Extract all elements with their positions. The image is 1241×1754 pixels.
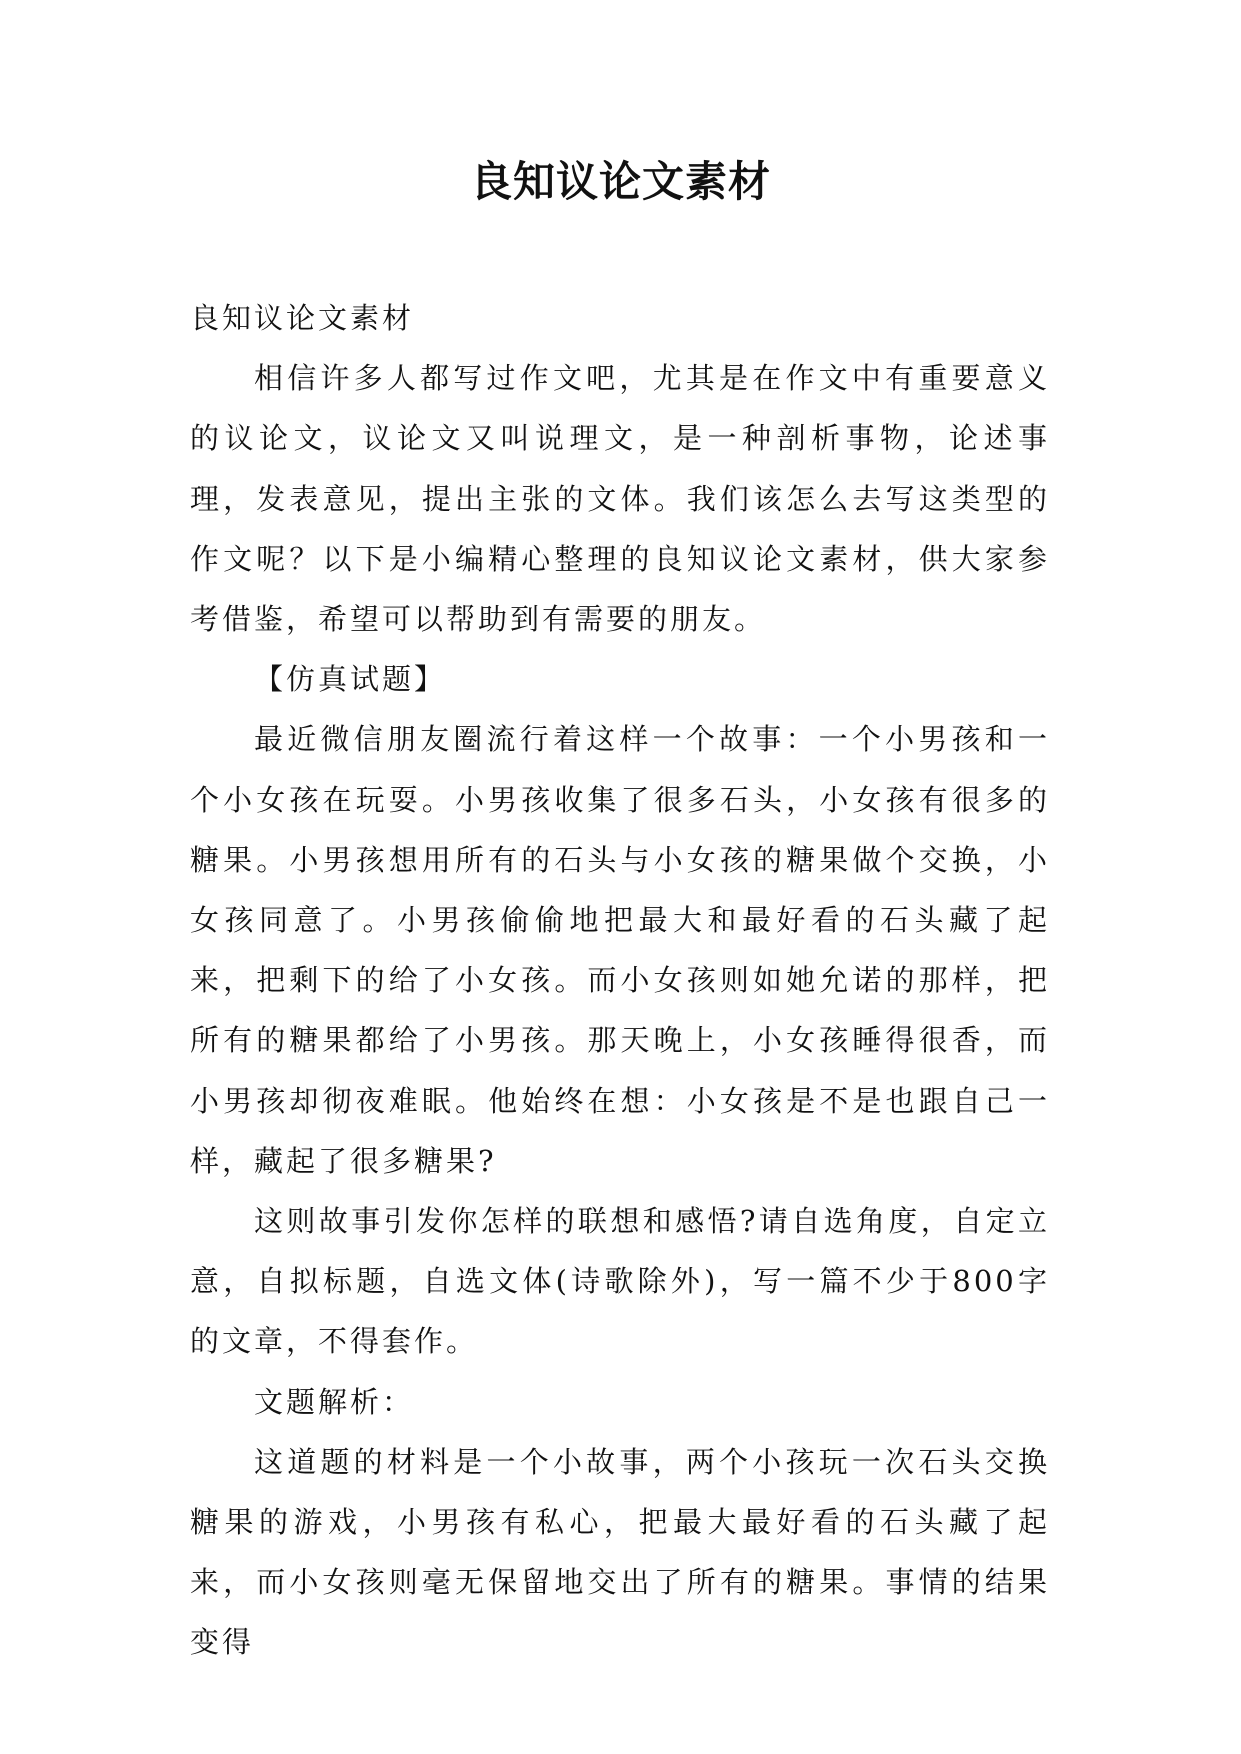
paragraph-analysis-heading: 文题解析：	[254, 1384, 415, 1419]
paragraph-story: 最近微信朋友圈流行着这样一个故事：一个小男孩和一个小女孩在玩耍。小男孩收集了很多石头，小女孩有很多的糖果。小男孩想用所有的石头与小女孩的糖果做个交换，小女孩同意了。小男孩偷偷地把最大和最好看的石头藏了起来，把剩下的给了小女孩。而小女孩则如她允诺的那样，把所有的糖果都给了小男孩。那天晚上，小女孩睡得很香，而小男孩却彻夜难眠。他始终在想：小女孩是不是也跟自己一样，藏起了很多糖果?	[190, 722, 1050, 1178]
paragraph-analysis: 这道题的材料是一个小故事，两个小孩玩一次石头交换糖果的游戏，小男孩有私心，把最大最好看的石头藏了起来，而小女孩则毫无保留地交出了所有的糖果。事情的结果变得	[190, 1444, 1050, 1660]
paragraph-subtitle: 良知议论文素材	[190, 301, 415, 335]
paragraph-prompt: 这则故事引发你怎样的联想和感悟?请自选角度，自定立意，自拟标题，自选文体(诗歌除外)，写一篇不少于800字的文章，不得套作。	[190, 1204, 1050, 1359]
document-title: 良知议论文素材	[469, 157, 771, 206]
document-body	[190, 288, 1050, 1673]
paragraph-section-heading: 【仿真试题】	[254, 662, 447, 697]
paragraph-intro: 相信许多人都写过作文吧，尤其是在作文中有重要意义的议论文，议论文又叫说理文，是一种剖析事物，论述事理，发表意见，提出主张的文体。我们该怎么去写这类型的作文呢？以下是小编精心整理的良知议论文素材，供大家参考借鉴，希望可以帮助到有需要的朋友。	[190, 361, 1050, 637]
